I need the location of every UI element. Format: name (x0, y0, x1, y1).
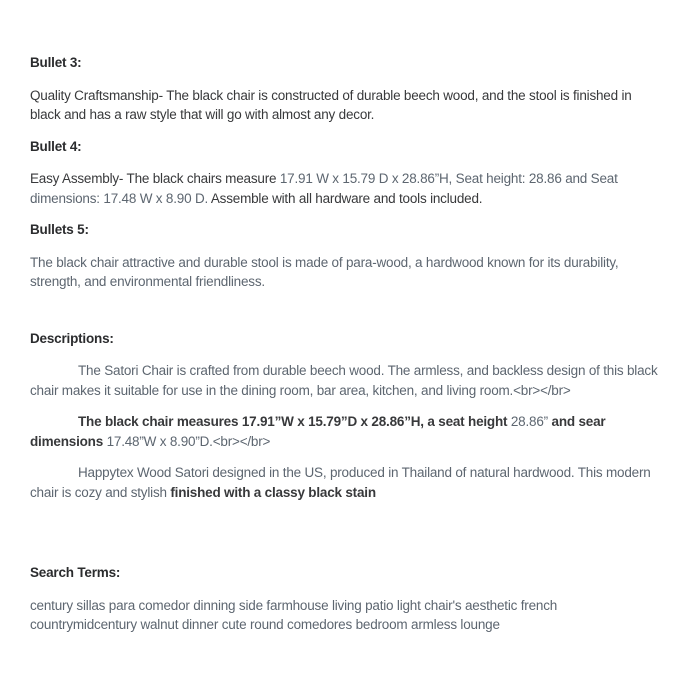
bullet-3-heading: Bullet 3: (30, 55, 82, 70)
bullet-3-text: Quality Craftsmanship- The black chair is constructed of durable beech wood, and the stool is finished in black and has a raw style that will go with almost any decor. (30, 87, 632, 122)
bullet-4-specs: 17.91 W x 15.79 D x 28.86”H, Seat height: 28.86 and Seat dimensions: 17.48 W x 8.90 D. (30, 171, 618, 206)
bullet-4-text (30, 169, 659, 208)
description-2-spec1: 28.86” (510, 414, 548, 429)
description-2-mid: and sear dimensions (30, 414, 606, 449)
bullets-5-heading: Bullets 5: (30, 222, 89, 237)
description-paragraph-3 (30, 463, 659, 502)
bullet-4-tail: Assemble with all hardware and tools included. (210, 190, 483, 206)
vertical-spacer (30, 304, 659, 329)
search-terms-heading: Search Terms: (30, 565, 121, 580)
search-terms-text: century sillas para comedor dinning side farmhouse living patio light chair's aesthetic french countrymidcentury walnut dinner cute round comedores bedroom armless lounge (30, 597, 558, 632)
description-paragraph-2 (30, 412, 659, 451)
description-3-tail: finished with a classy black stain (170, 484, 376, 500)
description-2-lead: The black chair measures 17.91”W x 15.79”D x 28.86”H, a seat height (78, 414, 511, 429)
descriptions-heading: Descriptions: (30, 330, 114, 346)
bullet-4-heading: Bullet 4: (30, 138, 82, 154)
description-2-spec2: 17.48”W x 8.90”D.<br></br> (106, 433, 271, 449)
description-3-lead: Happytex Wood Satori designed in the US, produced in Thailand of natural hardwood. This modern chair is cozy and stylish (30, 465, 651, 500)
bullets-5-text: The black chair attractive and durable stool is made of para-wood, a hardwood known for its durability, strength, and environmental friendliness. (30, 254, 619, 289)
vertical-spacer (30, 514, 659, 563)
description-paragraph-1: The Satori Chair is crafted from durable beech wood. The armless, and backless design of this black chair makes it suitable for use in the dining room, bar area, kitchen, and living room.<br></br> (30, 363, 658, 398)
bullet-4-lead: Easy Assembly- The black chairs measure (30, 171, 280, 186)
